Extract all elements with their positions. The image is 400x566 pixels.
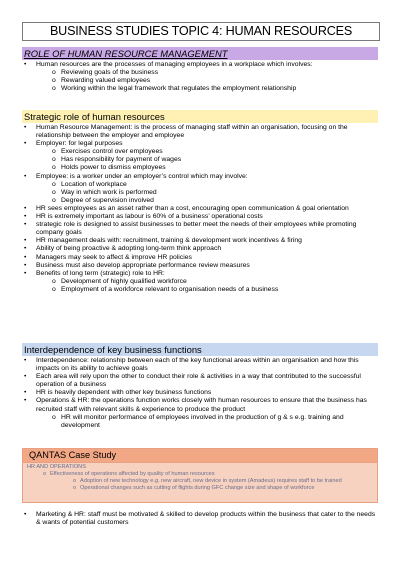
case-study-title: QANTAS Case Study [23,449,377,463]
sub-bullet: o Reviewing goals of the business [22,69,378,77]
case-study-subtitle: HR AND OPERATIONS [27,464,86,470]
bullet-point: • Interdependence: relationship between each of the key functional areas within an organisation and how this impacts on its ability to achieve goals [22,357,378,373]
sub-bullet: o HR will monitor performance of employees involved in the production of g & s e.g. training and development [22,414,378,430]
case-study-line: o Effectiveness of operations affected by quality of human resources [23,471,377,478]
sub-bullet: o Way in which work is performed [22,189,378,197]
bullet-point: • Business must also develop appropriate performance review measures [22,262,378,270]
bullet-employee: • Employee: is a worker under an employer’s control which may involve: [22,173,378,181]
bullet-marketing-hr: • Marketing & HR: staff must be motivated & skilled to develop products within the business that cater to the needs & wants of potential customers [22,511,378,527]
sub-bullet: o Working within the legal framework that regulates the employment relationship [22,85,378,93]
section-heading-interdependence: Interdependence of key business functions [22,343,378,356]
section-role-of-hrm-body [22,61,378,93]
qantas-case-study-box [22,448,378,503]
bullet-benefits: • Benefits of long term (strategic) role to HR: [22,270,378,278]
bullet-employer: • Employer: for legal purposes [22,140,378,148]
bullet-point: • Ability of being proactive & adopting long-term think approach [22,245,378,253]
bullet-point: • Managers may seek to affect & improve HR policies [22,254,378,262]
sub-bullet: o Employment of a workforce relevant to organisation needs of a business [22,286,378,294]
section-heading-strategic-role: Strategic role of human resources [22,110,378,123]
bullet-point: • strategic role is designed to assist businesses to better meet the needs of their employees while promoting company goals [22,221,378,237]
bullet-point: • Each area will rely upon the other to conduct their role & activities in a way that contributed to the successful operation of a business [22,373,378,389]
sub-bullet: o Location of workplace [22,181,378,189]
sub-bullet: o Rewarding valued employees [22,77,378,85]
sub-bullet: o Has responsibility for payment of wages [22,156,378,164]
bullet-point: • HR is heavily dependent with other key business functions [22,389,378,397]
sub-bullet: o Exercises control over employees [22,148,378,156]
bullet-point: • Operations & HR: the operations function works closely with human resources to ensure that the business has recruited staff with relevant skills & experience to produce the product [22,397,378,413]
sub-bullet: o Degree of supervision involved [22,197,378,205]
case-study-line: o Adoption of new technology e.g. new aircraft, new device in system (Amadeus) requires staff to be trained [23,478,377,485]
bullet-hr-definition: • Human resources are the processes of managing employees in a workplace which involves: [22,61,378,69]
section-marketing-body [22,511,378,527]
section-heading-role-of-hrm: ROLE OF HUMAN RESOURCE MANAGEMENT [22,47,378,60]
bullet-hrm-definition: • Human Resource Management: is the process of managing staff within an organisation, focusing on the relationship between the employer and employee [22,124,378,140]
bullet-point: • HR is extremely important as labour is 60% of a business’ operational costs [22,213,378,221]
bullet-point: • HR sees employees as an asset rather than a cost, encouraging open communication & goal orientation [22,205,378,213]
case-study-line: o Operational changes such as cutting of flights during GFC change size and shape of workforce [23,485,377,492]
section-strategic-role-body [22,124,378,294]
sub-bullet: o Development of highly qualified workforce [22,278,378,286]
bullet-point: • HR management deals with: recruitment, training & development work incentives & firing [22,237,378,245]
page-title: BUSINESS STUDIES TOPIC 4: HUMAN RESOURCES [22,22,380,41]
section-interdependence-body [22,357,378,430]
sub-bullet: o Holds power to dismiss employees [22,164,378,172]
